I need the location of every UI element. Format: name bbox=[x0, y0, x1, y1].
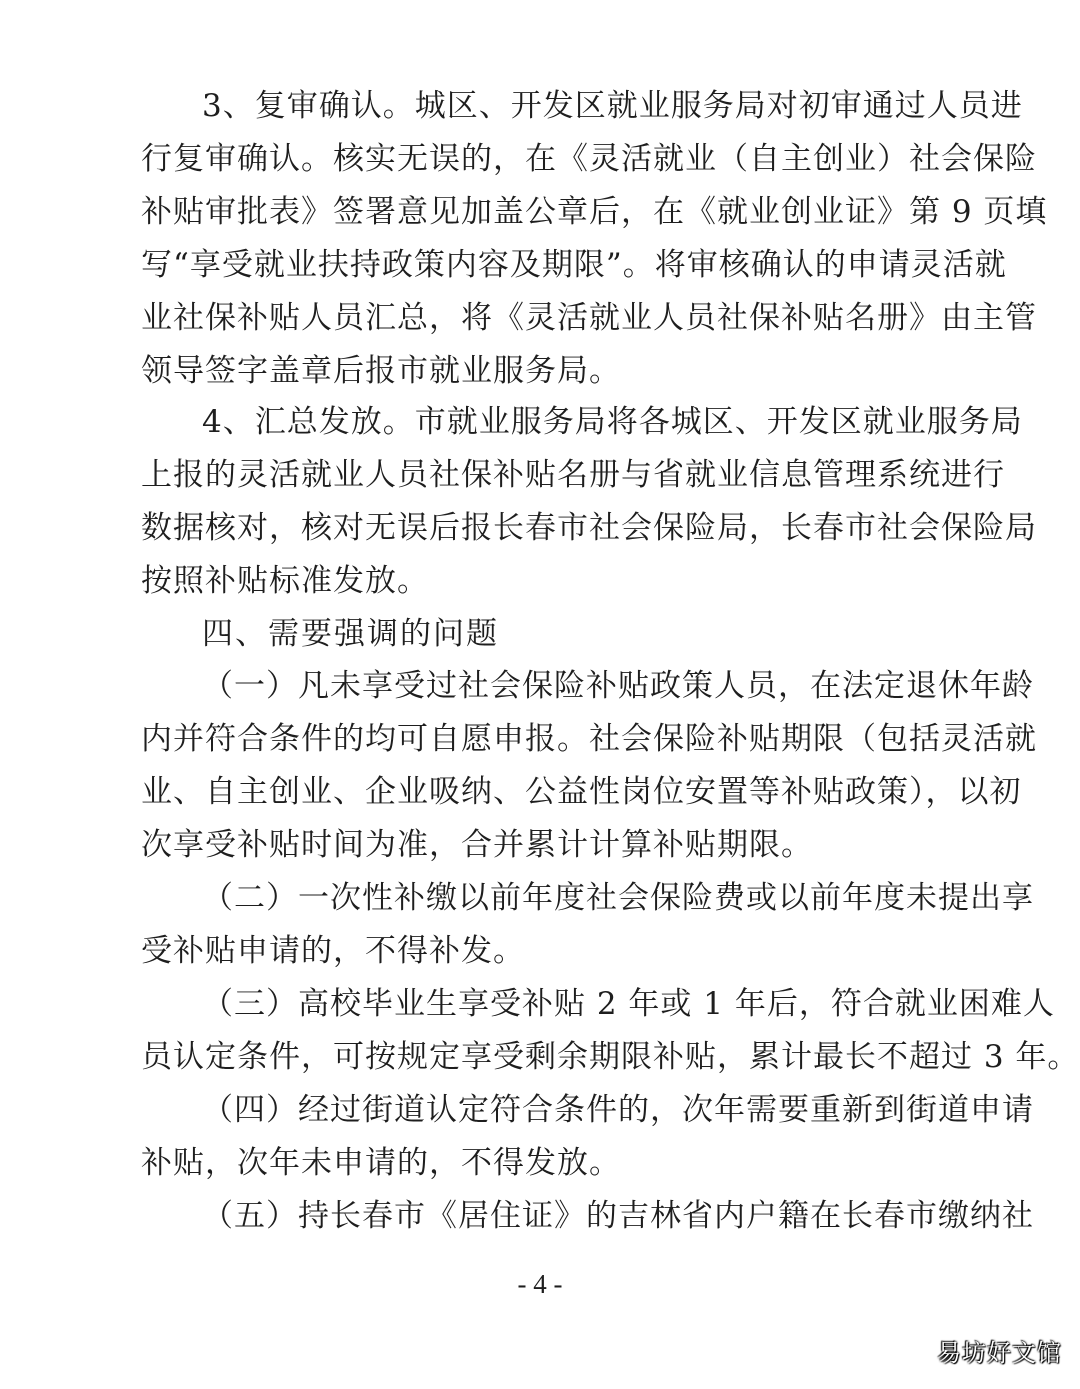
page-number: - 4 - bbox=[517, 1269, 563, 1299]
paragraph-line: 3、复审确认。城区、开发区就业服务局对初审通过人员进 bbox=[202, 88, 1023, 124]
section-heading: 四、需要强调的问题 bbox=[202, 616, 499, 652]
paragraph-line: 行复审确认。核实无误的，在《灵活就业（自主创业）社会保险 bbox=[141, 141, 1037, 177]
paragraph-line: 受补贴申请的，不得补发。 bbox=[141, 933, 525, 969]
paragraph-line: 补贴，次年未申请的，不得发放。 bbox=[141, 1145, 621, 1181]
paragraph-line: （三）高校毕业生享受补贴 2 年或 1 年后，符合就业困难人 bbox=[202, 986, 1055, 1022]
paragraph-line: （一）凡未享受过社会保险补贴政策人员，在法定退休年龄 bbox=[202, 668, 1034, 704]
paragraph-line: 按照补贴标准发放。 bbox=[141, 563, 429, 599]
paragraph-line: 补贴审批表》签署意见加盖公章后，在《就业创业证》第 9 页填 bbox=[141, 194, 1048, 230]
paragraph-line: 员认定条件，可按规定享受剩余期限补贴，累计最长不超过 3 年。 bbox=[141, 1039, 1080, 1075]
paragraph-line: （五）持长春市《居住证》的吉林省内户籍在长春市缴纳社 bbox=[202, 1198, 1034, 1234]
watermark: 易坊好文馆 bbox=[937, 1339, 1062, 1367]
paragraph-line: 业、自主创业、企业吸纳、公益性岗位安置等补贴政策），以初 bbox=[141, 774, 1022, 810]
paragraph-line: 数据核对，核对无误后报长春市社会保险局，长春市社会保险局 bbox=[141, 510, 1037, 546]
paragraph-line: 业社保补贴人员汇总，将《灵活就业人员社保补贴名册》由主管 bbox=[141, 300, 1037, 336]
paragraph-line: 上报的灵活就业人员社保补贴名册与省就业信息管理系统进行 bbox=[141, 457, 1005, 493]
paragraph-line: 领导签字盖章后报市就业服务局。 bbox=[141, 353, 621, 389]
paragraph-line: （二）一次性补缴以前年度社会保险费或以前年度未提出享 bbox=[202, 880, 1034, 916]
paragraph-line: 内并符合条件的均可自愿申报。社会保险补贴期限（包括灵活就 bbox=[141, 721, 1037, 757]
paragraph-line: 4、汇总发放。市就业服务局将各城区、开发区就业服务局 bbox=[202, 404, 1023, 440]
paragraph-line: 次享受补贴时间为准，合并累计计算补贴期限。 bbox=[141, 827, 813, 863]
paragraph-line: 写“享受就业扶持政策内容及期限”。将审核确认的申请灵活就 bbox=[141, 247, 1007, 283]
paragraph-line: （四）经过街道认定符合条件的，次年需要重新到街道申请 bbox=[202, 1092, 1034, 1128]
